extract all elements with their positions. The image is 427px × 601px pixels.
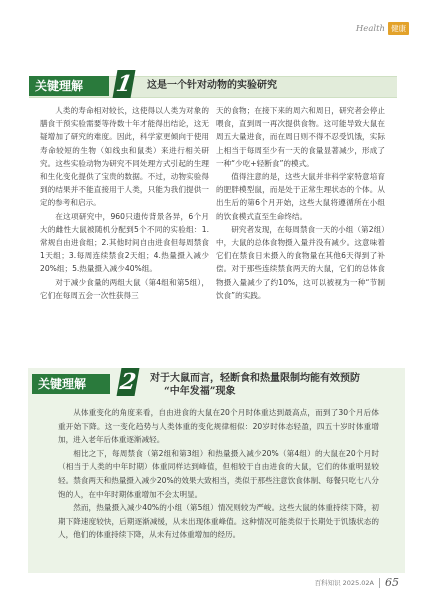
section2-label: 关键理解 [32,374,110,394]
section2-title-line1: 对于大鼠而言，轻断食和热量限制均能有效预防 [150,373,360,384]
section-header [356,22,409,35]
magazine-issue: 百科知识 2025.02A [314,579,374,587]
section2-number: 2 [118,369,138,395]
section1-banner [29,70,397,100]
section2-box [28,368,405,573]
page-number: 65 [385,576,399,589]
paragraph: 从体重变化的角度来看，自由进食的大鼠在20个月时体重达到最高点，而到了30个月后体重开始下降。这一变化趋势与人类体重的变化规律相似：20岁时体态轻盈，四五十岁时体重增加，进入老年后体重逐渐减轻。 [58,408,379,445]
paragraph: 值得注意的是，这些大鼠并非科学家特意培育的肥胖模型鼠，而是处于正常生理状态的个体。从出生后的第6个月开始，这些大鼠将遵循所在小组的饮食模式直至生命终结。 [216,172,385,221]
paragraph: 然而，热量摄入减少40%的小组（第5组）情况则较为严峻。这些大鼠的体重持续下降，初期下降速度较快，后期逐渐减缓，从未出现体重峰值。这种情况可能类似于长期处于饥饿状态的人，他们的体重持续下降，从未有过体重增加的经历。 [58,503,379,540]
paragraph: 相比之下，每周禁食（第2组和第3组）和热量摄入减少20%（第4组）的大鼠在20个月时（相当于人类的中年时期）体重同样达到峰值，但相较于自由进食的大鼠，它们的体重明显较轻。禁食两天和热量摄入减少20%的效果大致相当，类似于那些注意饮食体制、每餐只吃七八分饱的人，在中年时期体重增加不会太明显。 [58,448,379,499]
section1-title: 这是一个针对动物的实验研究 [147,80,277,91]
section-name-en: Health [355,23,385,34]
page-footer [315,576,399,589]
section1-number: 1 [114,71,134,97]
paragraph: 研究者发现，在每周禁食一天的小组（第2组）中，大鼠的总体食物摄入量并没有减少。这意味着它们在禁食日未摄入的食物量在其他6天得到了补偿。对于那些连续禁食两天的大鼠，它们的总体食物摄入量减少了约10%，这可以被视为一种“节制饮食”的实践。 [216,224,385,300]
section-name-zh: 健康 [388,22,409,35]
footer-divider [379,578,380,588]
section1-label: 关键理解 [29,76,109,96]
section1-left-column [40,104,209,302]
paragraph: 对于减少食量的两组大鼠（第4组和第5组），它们在每周五会一次性获得三 [40,277,209,300]
section1-right-column [216,104,385,302]
paragraph-continued: 天的食物；在接下来的周六和周日，研究者会停止喂食，直到周一再次提供食物。这可能导致大鼠在周五大量进食，而在周日则不得不忍受饥饿，实际上相当于每周至少有一天的食量显著减少，形成了一种“少吃+轻断食”的模式。 [216,106,385,168]
paragraph: 人类的寿命相对较长，这使得以人类为对象的膳食干预实验需要等待数十年才能得出结论，这无疑增加了研究的难度。因此，科学家更倾向于使用寿命较短的生物（如线虫和鼠类）来进行相关研究。这些实验动物为研究不同处理方式引起的生理和生化变化提供了宝贵的数据。不过，动物实验得到的结果并不能直接用于人类，只能为我们提供一定的参考和启示。 [40,106,209,208]
section2-title [150,372,390,398]
paragraph: 在这项研究中，960只遗传背景各异，6个月大的雌性大鼠被随机分配到5个不同的实验组：1.常规自由进食组；2.其他时间自由进食但每周禁食1天组；3.每周连续禁食2天组；4.热量摄入减少20%组；5.热量摄入减少40%组。 [40,211,209,274]
section2-title-line2: “中年发福”现象 [164,386,236,397]
section2-body [58,406,379,542]
